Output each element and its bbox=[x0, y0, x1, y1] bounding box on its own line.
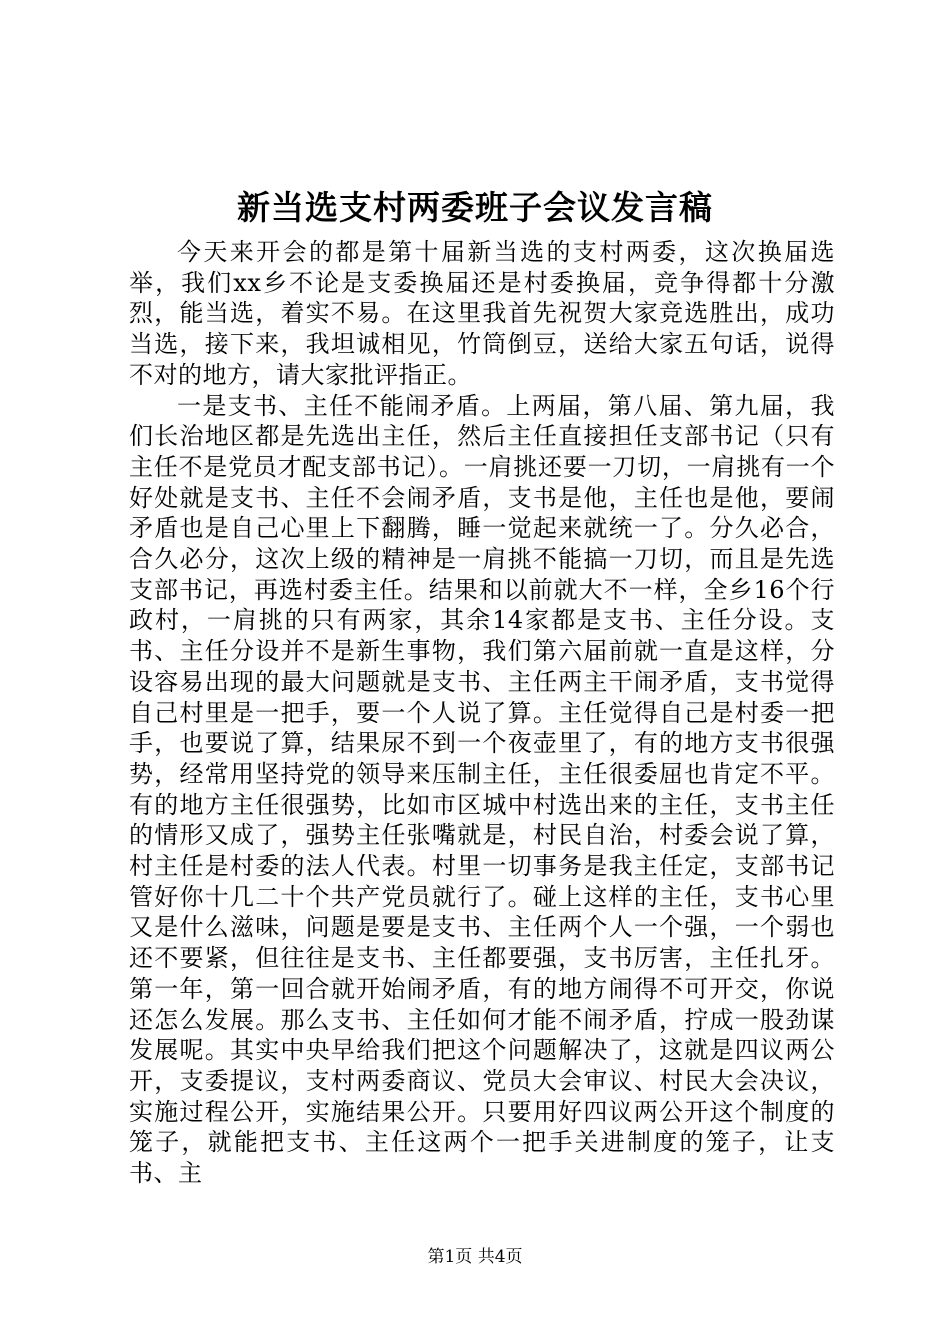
document-title: 新当选支村两委班子会议发言稿 bbox=[237, 188, 713, 227]
document-body bbox=[129, 237, 835, 1189]
page-footer: 第1页 共4页 bbox=[427, 1247, 523, 1267]
paragraph-point-one: 一是支书、主任不能闹矛盾。上两届，第八届、第九届，我们长治地区都是先选出主任，然后主任直接担任支部书记（只有主任不是党员才配支部书记）。一肩挑还要一刀切，一肩挑有一个好处就是支书、主任不会闹矛盾，支书是他，主任也是他，要闹矛盾也是自己心里上下翻腾，睡一觉起来就统一了。分久必合，合久必分，这次上级的精神是一肩挑不能搞一刀切，而且是先选支部书记，再选村委主任。结果和以前就大不一样，全乡16个行政村，一肩挑的只有两家，其余14家都是支书、主任分设。支书、主任分设并不是新生事物，我们第六届前就一直是这样，分设容易出现的最大问题就是支书、主任两主干闹矛盾，支书觉得自己村里是一把手，要一个人说了算。主任觉得自己是村委一把手，也要说了算，结果尿不到一个夜壶里了，有的地方支书很强势，经常用坚持党的领导来压制主任，主任很委屈也肯定不平。有的地方主任很强势，比如市区城中村选出来的主任，支书主任的情形又成了，强势主任张嘴就是，村民自治，村委会说了算，村主任是村委的法人代表。村里一切事务是我主任定，支部书记管好你十几二十个共产党员就行了。碰上这样的主任，支书心里又是什么滋味，问题是要是支书、主任两个人一个强，一个弱也还不要紧，但往往是支书、主任都要强，支书厉害，主任扎牙。第一年，第一回合就开始闹矛盾，有的地方闹得不可开交，你说还怎么发展。那么支书、主任如何才能不闹矛盾，拧成一股劲谋发展呢。其实中央早给我们把这个问题解决了，这就是四议两公开，支委提议，支村两委商议、党员大会审议、村民大会决议，实施过程公开，实施结果公开。只要用好四议两公开这个制度的笼子，就能把支书、主任这两个一把手关进制度的笼子，让支书、主 bbox=[129, 391, 835, 1188]
paragraph-intro: 今天来开会的都是第十届新当选的支村两委，这次换届选举，我们xx乡不论是支委换届还是村委换届，竞争得都十分激烈，能当选，着实不易。在这里我首先祝贺大家竞选胜出，成功当选，接下来，我坦诚相见，竹筒倒豆，送给大家五句话，说得不对的地方，请大家批评指正。 bbox=[129, 238, 835, 389]
